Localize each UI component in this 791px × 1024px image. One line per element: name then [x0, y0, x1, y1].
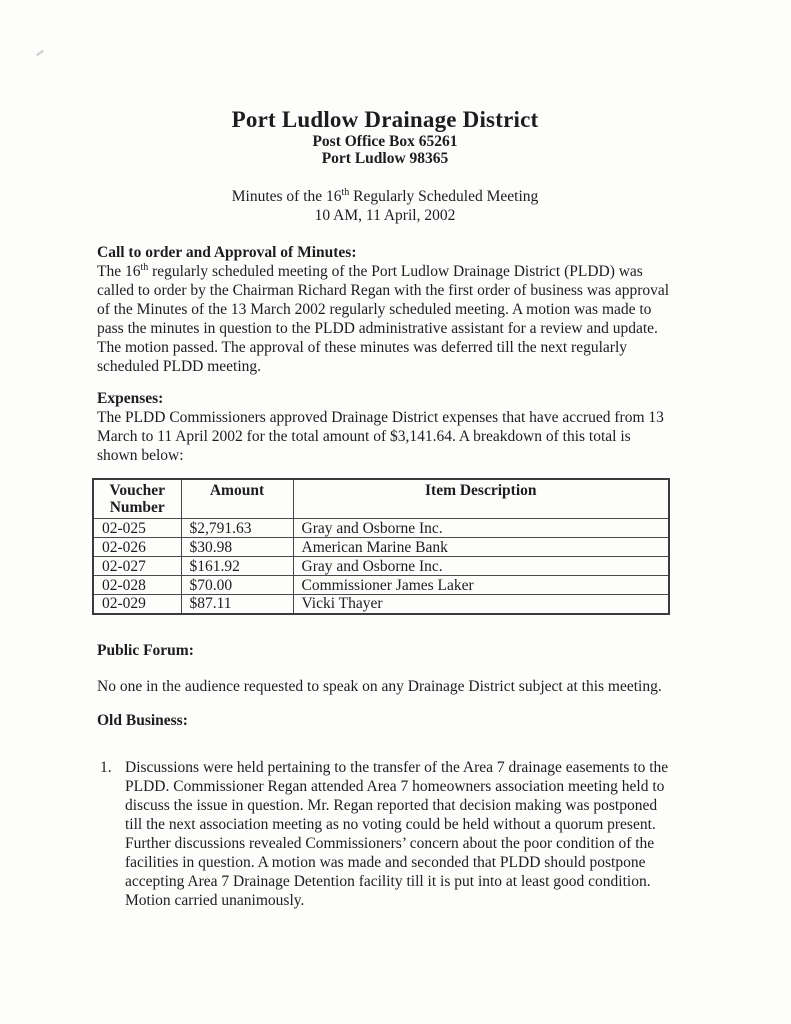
amount-cell: $87.11	[181, 595, 293, 614]
col-header-voucher-number: Voucher Number	[93, 479, 181, 519]
amount-cell: $70.00	[181, 576, 293, 595]
old-business-heading: Old Business:	[97, 711, 188, 729]
paragraph-suffix: regularly scheduled meeting of the Port Ludlow Drainage District (PLDD) was called to order by the Chairman Richard Regan with the first order of business was approval of the Minutes of the 13 March 2002 regularly scheduled meeting. A motion was made to pass the minutes in question to the PLDD administrative assistant for a review and update. The motion passed. The approval of these minutes was deferred till the next regularly scheduled PLDD meeting.	[97, 263, 670, 375]
amount-cell: $30.98	[181, 538, 293, 557]
item-description-cell: Gray and Osborne Inc.	[293, 519, 669, 538]
document-title: Port Ludlow Drainage District	[231, 107, 539, 132]
item-description-cell: American Marine Bank	[293, 538, 669, 557]
public-forum-heading: Public Forum:	[97, 641, 194, 659]
list-item-text: Discussions were held pertaining to the transfer of the Area 7 drainage easements to the PLDD. Commissioner Regan attended Area 7 homeowners association meeting held to discuss the issue in question. Mr. Regan reported that decision making was postponed till the next association meeting as no voting could be held without a quorum present. Further discussions revealed Commissioners’ concern about the poor condition of the facilities in question. A motion was made and seconded that PLDD should postpone accepting Area 7 Drainage Detention facility till it is put into at least good condition. Motion carried unanimously.	[125, 758, 669, 909]
list-item	[97, 758, 673, 910]
table-row	[93, 595, 669, 614]
ordinal-superscript: th	[140, 261, 149, 273]
meeting-title-suffix: Regularly Scheduled Meeting	[349, 188, 539, 205]
col-header-item-description: Item Description	[293, 479, 669, 519]
meeting-title-prefix: Minutes of the 16	[231, 188, 342, 205]
voucher-number-cell: 02-028	[93, 576, 181, 595]
section-expenses	[97, 389, 673, 615]
call-to-order-heading: Call to order and Approval of Minutes:	[97, 244, 357, 261]
public-forum-paragraph: No one in the audience requested to speak on any Drainage District subject at this meeting.	[97, 677, 662, 695]
expenses-paragraph: The PLDD Commissioners approved Drainage District expenses that have accrued from 13 March to 11 April 2002 for the total amount of $3,141.64. A breakdown of this total is shown below:	[97, 409, 664, 464]
item-description-cell: Vicki Thayer	[293, 595, 669, 614]
voucher-number-cell: 02-027	[93, 557, 181, 576]
meeting-subtitle	[97, 187, 673, 225]
amount-cell: $161.92	[181, 557, 293, 576]
item-description-cell: Commissioner James Laker	[293, 576, 669, 595]
table-row	[93, 519, 669, 538]
table-header-row	[93, 479, 669, 519]
voucher-number-cell: 02-025	[93, 519, 181, 538]
call-to-order-paragraph	[97, 262, 673, 376]
document-page	[97, 0, 673, 910]
table-row	[93, 538, 669, 557]
voucher-number-cell: 02-026	[93, 538, 181, 557]
expenses-heading: Expenses:	[97, 390, 164, 407]
table-row	[93, 557, 669, 576]
meeting-title-line	[97, 187, 673, 206]
section-call-to-order	[97, 243, 673, 376]
ordinal-superscript: th	[341, 186, 350, 198]
amount-cell: $2,791.63	[181, 519, 293, 538]
meeting-datetime-line: 10 AM, 11 April, 2002	[314, 207, 456, 224]
paragraph-prefix: The 16	[97, 263, 141, 280]
section-old-business	[97, 711, 673, 910]
city-zip-line: Port Ludlow 98365	[321, 150, 449, 167]
po-box-line: Post Office Box 65261	[312, 133, 458, 150]
list-item-number: 1.	[100, 758, 112, 776]
section-public-forum	[97, 641, 673, 696]
expenses-table	[92, 478, 670, 615]
item-description-cell: Gray and Osborne Inc.	[293, 557, 669, 576]
document-header	[97, 0, 673, 225]
table-row	[93, 576, 669, 595]
col-header-amount: Amount	[181, 479, 293, 519]
scan-artifact-mark	[36, 50, 44, 56]
voucher-number-cell: 02-029	[93, 595, 181, 614]
